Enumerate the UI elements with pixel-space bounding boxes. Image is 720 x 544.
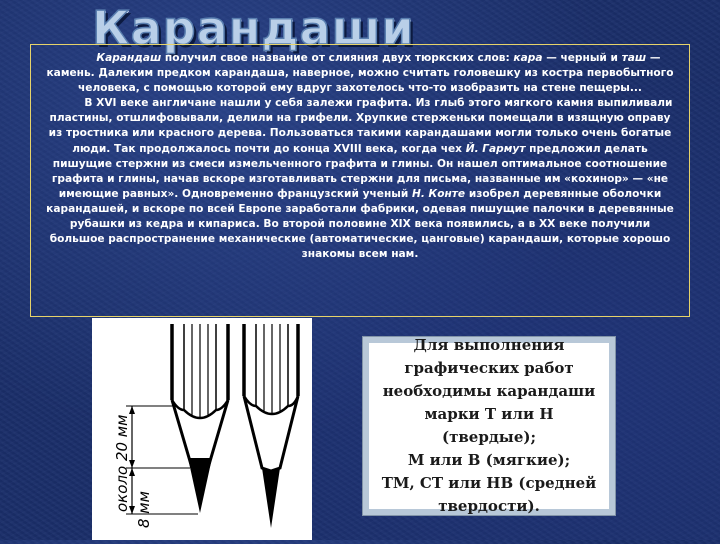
pencil-diagram <box>92 318 312 540</box>
text-segment: — камень. Далеким предком карандаша, наверное, можно считать головешку из костра первобытного человека, с помощью которой ему вдруг захотелось что-то изобразить на стене пещеры... <box>46 52 674 95</box>
history-paragraph-2 <box>41 96 679 262</box>
text-segment: получил свое название от слияния двух тюркских слов: <box>161 52 514 64</box>
pencil-grades-note <box>363 337 615 515</box>
term-karandash: Карандаш <box>96 52 162 64</box>
text-segment: изобрел деревянные оболочки карандашей, и вскоре по всей Европе заработали фабрики, одевая пишущие палочки в деревянные рубашки из кедра и кипариса. Во второй половине XIX века появились, а в XX веке получили большое распространение механические (автоматические, цанговые) карандаши, которые хорошо знакомы всем нам. <box>46 187 674 261</box>
text-segment: В XVI веке англичане нашли у себя залежи графита. Из глыб этого мягкого камня выпиливали пластины, отшлифовывали, делили на грифели. Хрупкие стерженьки помещали в изящную оправу из тростника или красного дерева. Пользоваться такими карандашами могли только очень богатые люди. Так продолжалось почти до конца XVIII века, когда чех <box>48 97 673 155</box>
slide-title: Карандаши <box>92 1 415 55</box>
note-text: Для выполнения графических работ необходимы карандаши марки Т или Н (твердые); М или В (мягкие); ТМ, СТ или НВ (средней твердости). <box>381 336 597 515</box>
dimension-label-long: около 20 мм <box>113 414 131 512</box>
pencil-long-tip-illustration <box>172 324 228 513</box>
history-text-panel <box>30 44 690 317</box>
pencil-short-tip-illustration <box>244 324 298 528</box>
word-tash: таш <box>621 52 647 64</box>
text-segment: — черный и <box>542 52 622 64</box>
dimension-label-short: 8 мм <box>135 491 153 528</box>
pencil-drawing <box>92 318 312 540</box>
text-segment: предложил делать пишущие стержни из смеси измельченного графита и глины. Он нашел оптимальное соотношение графита и глины, начав вскоре изготавливать стержни для письма, названные им «кохинор» — «не имеющие равных». Одновременно французский ученый <box>51 142 669 200</box>
name-konte: Н. Конте <box>411 187 466 200</box>
history-paragraph-1 <box>41 51 679 96</box>
word-kara: кара <box>513 52 543 64</box>
name-garmut: Й. Гармут <box>465 142 526 155</box>
